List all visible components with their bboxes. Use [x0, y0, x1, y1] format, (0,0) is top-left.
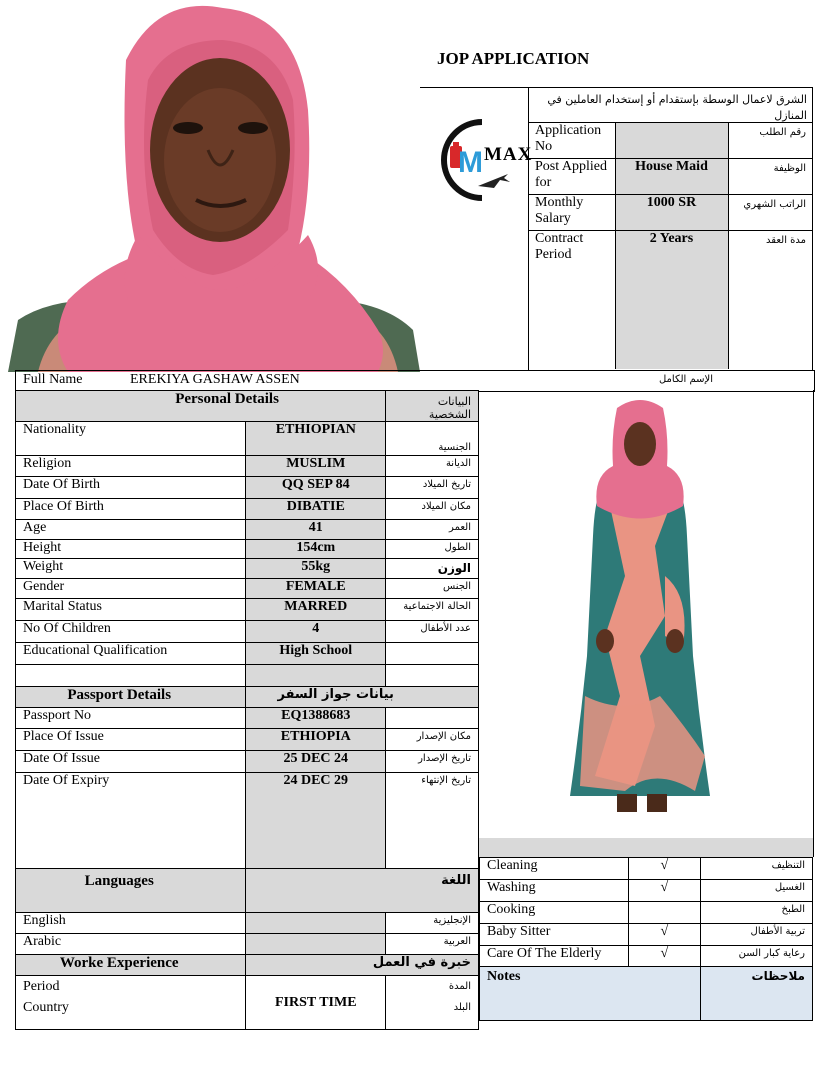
field-label-ar: رقم الطلب — [728, 123, 813, 159]
row-value: QQ SEP 84 — [246, 477, 386, 499]
personal-details-header — [16, 391, 479, 422]
row-label: English — [16, 913, 246, 934]
field-label: Post Applied for — [528, 159, 615, 195]
field-value: 1000 SR — [615, 195, 728, 231]
skill-check — [628, 902, 701, 924]
field-label: Contract Period — [528, 231, 615, 369]
skill-label-ar: الغسيل — [701, 880, 813, 902]
experience-period-label-ar: المدة — [448, 981, 471, 992]
skill-check: √ — [628, 946, 701, 967]
skill-label-ar: تربية الأطفال — [701, 924, 813, 946]
row-value: MUSLIM — [246, 456, 386, 477]
row-value: FEMALE — [246, 579, 386, 599]
skill-label-ar: الطبخ — [701, 902, 813, 924]
skill-label: Care Of The Elderly — [480, 946, 629, 967]
field-row-salary — [528, 195, 813, 231]
table-row — [16, 621, 479, 643]
row-label-ar: عدد الأطفال — [386, 621, 479, 643]
table-row — [16, 499, 479, 520]
languages-title-ar: اللغة — [246, 869, 479, 913]
skill-label-ar: التنظيف — [701, 858, 813, 880]
row-label-ar: الديانة — [386, 456, 479, 477]
row-label-ar: تاريخ الإصدار — [386, 751, 479, 773]
row-label: Passport No — [16, 708, 246, 729]
table-row — [16, 934, 479, 955]
skills-table — [479, 857, 813, 1021]
row-value: 4 — [246, 621, 386, 643]
row-label: Weight — [16, 559, 246, 579]
skill-label-ar: رعاية كبار السن — [701, 946, 813, 967]
row-value — [246, 934, 386, 955]
field-row-application-no — [528, 123, 813, 159]
full-body-photo — [565, 396, 715, 826]
passport-details-title: Passport Details — [16, 687, 246, 708]
full-name-value: EREKIYA GASHAW ASSEN — [130, 372, 300, 387]
field-label-ar: الوظيفة — [728, 159, 813, 195]
skill-row — [480, 858, 813, 880]
experience-row — [16, 976, 479, 1030]
row-label-ar: الجنسية — [386, 422, 479, 456]
row-value: 41 — [246, 520, 386, 540]
row-label: Height — [16, 540, 246, 559]
experience-country-label: Country — [23, 1000, 69, 1015]
skill-row — [480, 924, 813, 946]
table-row — [16, 540, 479, 559]
experience-country-label-ar: البلد — [453, 1002, 471, 1013]
row-label: Educational Qualification — [16, 643, 246, 665]
skill-check: √ — [628, 924, 701, 946]
blank-row — [16, 665, 479, 687]
row-label-ar: الوزن — [386, 559, 479, 579]
row-label: Place Of Birth — [16, 499, 246, 520]
row-label: Date Of Expiry — [16, 773, 246, 869]
skill-row — [480, 946, 813, 967]
page-title: JOP APPLICATION — [437, 49, 590, 68]
skill-check: √ — [628, 858, 701, 880]
row-value: High School — [246, 643, 386, 665]
row-value: ETHIOPIA — [246, 729, 386, 751]
table-row — [16, 913, 479, 934]
table-row — [16, 599, 479, 621]
skill-label: Cooking — [480, 902, 629, 924]
field-value: 2 Years — [615, 231, 728, 369]
row-value: 25 DEC 24 — [246, 751, 386, 773]
field-label-ar: الراتب الشهري — [728, 195, 813, 231]
skill-check: √ — [628, 880, 701, 902]
personal-details-title: Personal Details — [16, 391, 386, 422]
row-value: DIBATIE — [246, 499, 386, 520]
row-label-ar: العمر — [386, 520, 479, 540]
row-label: No Of Children — [16, 621, 246, 643]
languages-title: Languages — [16, 869, 246, 913]
table-row — [16, 559, 479, 579]
agency-arabic-name: الشرق لاعمال الوسطة بإستقدام أو إستخدام العاملين في المنازل — [547, 93, 807, 122]
row-label-ar: تاريخ الميلاد — [386, 477, 479, 499]
row-label: Date Of Birth — [16, 477, 246, 499]
field-value — [615, 123, 728, 159]
full-name-label-ar: الإسم الكامل — [658, 374, 713, 385]
row-label-ar: العربية — [386, 934, 479, 955]
skill-label: Baby Sitter — [480, 924, 629, 946]
details-table — [15, 390, 479, 1030]
row-label-ar — [386, 708, 479, 729]
notes-label-ar: ملاحظات — [701, 967, 813, 1021]
row-label-ar — [386, 643, 479, 665]
row-value: 55kg — [246, 559, 386, 579]
languages-header — [16, 869, 479, 913]
table-row — [16, 773, 479, 869]
row-label-ar: الجنس — [386, 579, 479, 599]
table-row — [16, 708, 479, 729]
table-row — [16, 751, 479, 773]
row-label-ar: تاريخ الإنتهاء — [386, 773, 479, 869]
photo-strip — [479, 838, 813, 857]
table-row — [16, 422, 479, 456]
skill-label: Washing — [480, 880, 629, 902]
table-row — [16, 579, 479, 599]
experience-title-ar: خبرة في العمل — [246, 955, 479, 976]
row-label: Nationality — [16, 422, 246, 456]
row-label: Marital Status — [16, 599, 246, 621]
logo-text: MAX — [484, 144, 533, 165]
portrait-photo — [8, 0, 420, 372]
row-label: Religion — [16, 456, 246, 477]
row-label: Place Of Issue — [16, 729, 246, 751]
svg-text:M: M — [458, 146, 483, 179]
experience-value: FIRST TIME — [246, 976, 386, 1030]
table-row — [16, 729, 479, 751]
table-row — [16, 520, 479, 540]
field-row-contract — [528, 231, 813, 369]
field-row-post — [528, 159, 813, 195]
skill-label: Cleaning — [480, 858, 629, 880]
notes-label: Notes — [480, 967, 701, 1021]
table-row — [16, 477, 479, 499]
row-value — [246, 913, 386, 934]
table-row — [16, 456, 479, 477]
row-value: ETHIOPIAN — [246, 422, 386, 456]
row-label: Gender — [16, 579, 246, 599]
field-label: Monthly Salary — [528, 195, 615, 231]
experience-period-label: Period — [23, 979, 60, 994]
notes-row — [480, 967, 813, 1021]
header-fields-table — [528, 122, 813, 369]
skill-row — [480, 902, 813, 924]
table-row — [16, 643, 479, 665]
company-logo — [434, 112, 533, 208]
row-label-ar: الطول — [386, 540, 479, 559]
passport-details-title-ar: بيانات جواز السفر — [246, 687, 479, 708]
row-label: Date Of Issue — [16, 751, 246, 773]
passport-details-header — [16, 687, 479, 708]
header-top-rule — [420, 87, 813, 88]
row-value: 24 DEC 29 — [246, 773, 386, 869]
personal-details-title-ar: البيانات الشخصية — [386, 391, 479, 422]
skill-row — [480, 880, 813, 902]
row-value: MARRED — [246, 599, 386, 621]
experience-title: Worke Experience — [16, 955, 246, 976]
full-name-label: Full Name — [23, 372, 83, 387]
row-label-ar: مكان الإصدار — [386, 729, 479, 751]
row-value: EQ1388683 — [246, 708, 386, 729]
field-label-ar: مدة العقد — [728, 231, 813, 369]
field-value: House Maid — [615, 159, 728, 195]
row-label-ar: الإنجليزية — [386, 913, 479, 934]
row-value: 154cm — [246, 540, 386, 559]
row-label: Age — [16, 520, 246, 540]
field-label: Application No — [528, 123, 615, 159]
row-label: Arabic — [16, 934, 246, 955]
row-label-ar: مكان الميلاد — [386, 499, 479, 520]
experience-header — [16, 955, 479, 976]
row-label-ar: الحالة الاجتماعية — [386, 599, 479, 621]
